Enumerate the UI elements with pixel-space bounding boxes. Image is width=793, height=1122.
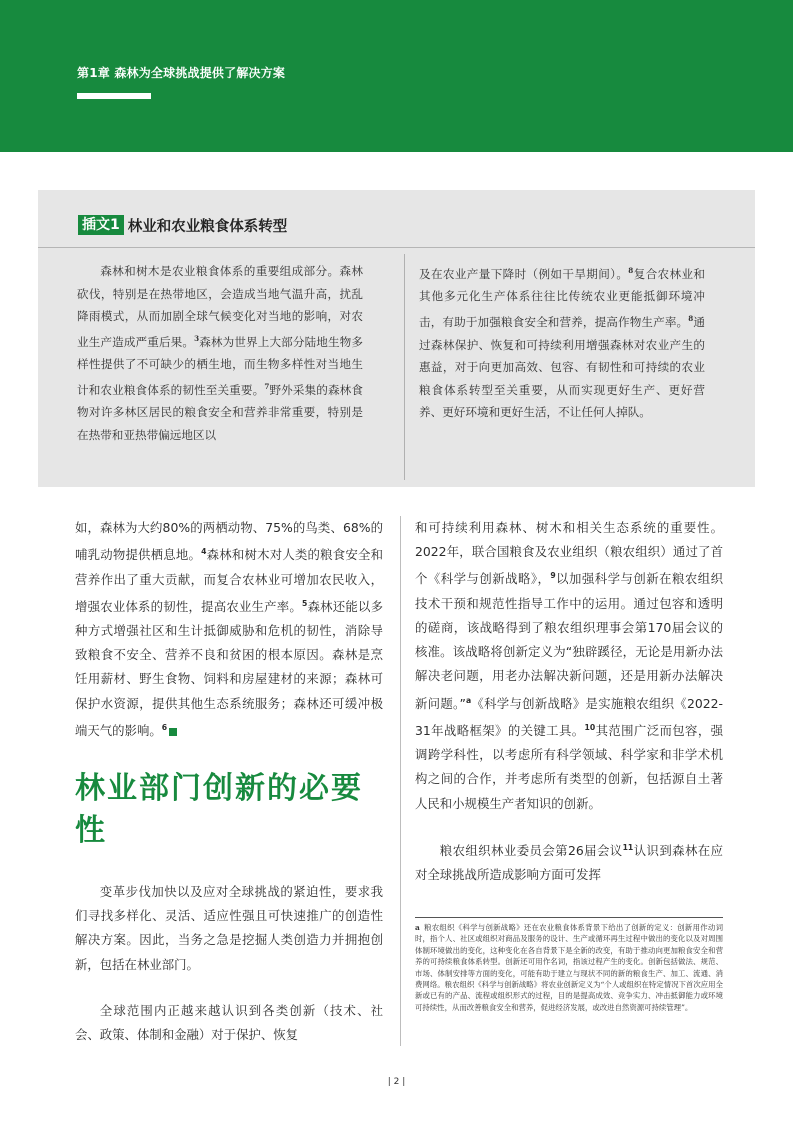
paragraph: 和可持续利用森林、树木和相关生态系统的重要性。2022年，联合国粮食及农业组织（粮农组织）通过了首个《科学与创新战略》，$^9$以加强科学与创新在粮农组织技术干预和规范性指导工作中的运用。通过包容和透明的磋商，该战略得到了粮农组织理事会第170届会议的核准。该战略将创新定义为“独辟蹊径，无论是用新办法解决老问题，用老办法解决新问题，还是用新办法解决新问题。”$^a$《科学与创新战略》是实施粮农组织《2022-31年战略框架》的关键工具。$^{10}$其范围广泛而包容，强调跨学科性，以考虑所有科学领域、科学家和非学术机构之间的合作，并考虑所有类型的创新，包括源自土著人民和小规模生产者知识的创新。 (415, 520, 723, 811)
chapter-header-band (0, 0, 793, 152)
footnote (415, 922, 723, 1013)
left-column-top (75, 516, 383, 743)
column-divider (400, 516, 401, 1046)
paragraph: 变革步伐加快以及应对全球挑战的紧迫性，要求我们寻找多样化、灵活、适应性强且可快速推广的创造性解决方案。因此，当务之急是挖掘人类创造力并拥抱创新，包括在林业部门。 (75, 884, 383, 972)
footnote-text: 粮农组织《科学与创新战略》还在农业粮食体系背景下给出了创新的定义：创新用作动词时，指个人、社区或组织对商品及服务的设计、生产或循环再生过程中做出的变化以及对周围体制环境做出的变化，这种变化在各自背景下是全新的改变，有助于推动向更加粮食安全和营养的可持续粮食体系转型。创新还可用作名词，指该过程产生的变化。创新包括做法、规范、市场、体制安排等方面的变化，可能有助于建立与现状不同的新的粮食生产、加工、流通、消费网络。粮农组织《科学与创新战略》将农业创新定义为“个人或组织在特定情况下首次应用全新或已有的产品、流程或组织形式的过程，目的是提高成效、竞争实力、冲击抵御能力或环境可持续性，从而改善粮食安全和营养，促进经济发展，或改进自然资源可持续管理”。 (415, 923, 723, 1012)
box-column-divider (404, 254, 405, 480)
box-tag: 插文1 (78, 215, 124, 235)
left-column-bottom (75, 880, 383, 1047)
box-title-rule (38, 247, 755, 248)
footnote-mark: a (415, 923, 420, 932)
paragraph: 如，森林为大约80%的两栖动物、75%的鸟类、68%的哺乳动物提供栖息地。$^4$森林和树木对人类的粮食安全和营养作出了重大贡献，而复合农林业可增加农民收入，增强农业体系的韧性，提高农业生产率。$^5$森林还能以多种方式增强社区和生计抵御威胁和危机的韧性，消除导致粮食不安全、营养不良和贫困的根本原因。森林是烹饪用薪材、野生食物、饲料和房屋建材的来源；森林可保护水资源，提供其他生态系统服务；森林还可缓冲极端天气的影响。$^6$ (75, 520, 384, 738)
box-title (78, 214, 287, 236)
chapter-accent-bar (77, 93, 151, 99)
section-heading: 林业部门创新的必要性 (75, 771, 363, 848)
sidebar-box (38, 190, 755, 487)
box-right-column: 及在农业产量下降时（例如干旱期间）。$^8$复合农林业和其他多元化生产体系往往比传统农业更能抵御环境冲击，有助于加强粮食安全和营养，提高作物生产率。$^8$通过森林保护、恢复和可持续利用增强森林对农业产生的惠益，对于向更加高效、包容、有韧性和可持续的农业粮食体系转型至关重要，从而实现更好生产、更好营养、更好环境和更好生活，不让任何人掉队。 (419, 266, 705, 420)
chapter-title: 第1章 森林为全球挑战提供了解决方案 (77, 66, 286, 80)
box-title-text: 林业和农业粮食体系转型 (127, 218, 288, 235)
box-left-column: 森林和树木是农业粮食体系的重要组成部分。森林砍伐，特别是在热带地区，会造成当地气温升高，扰乱降雨模式，从而加剧全球气候变化对当地的影响，对农业生产造成严重后果。$^3$森林为世界上大部分陆地生物多样性提供了不可缺少的栖生地，而生物多样性对当地生计和农业粮食体系的韧性至关重要。$^7$野外采集的森林食物对许多林区居民的粮食安全和营养非常重要，特别是在热带和亚热带偏远地区以 (77, 264, 363, 442)
right-column (415, 516, 723, 887)
footnote-rule (415, 917, 723, 918)
end-of-box-marker (169, 728, 177, 736)
paragraph: 粮农组织林业委员会第26届会议$^{11}$认识到森林在应对全球挑战所造成影响方面可发挥 (415, 842, 723, 883)
page-number: | 2 | (387, 1077, 406, 1087)
paragraph: 全球范围内正越来越认识到各类创新（技术、社会、政策、体制和金融）对于保护、恢复 (75, 1002, 383, 1043)
